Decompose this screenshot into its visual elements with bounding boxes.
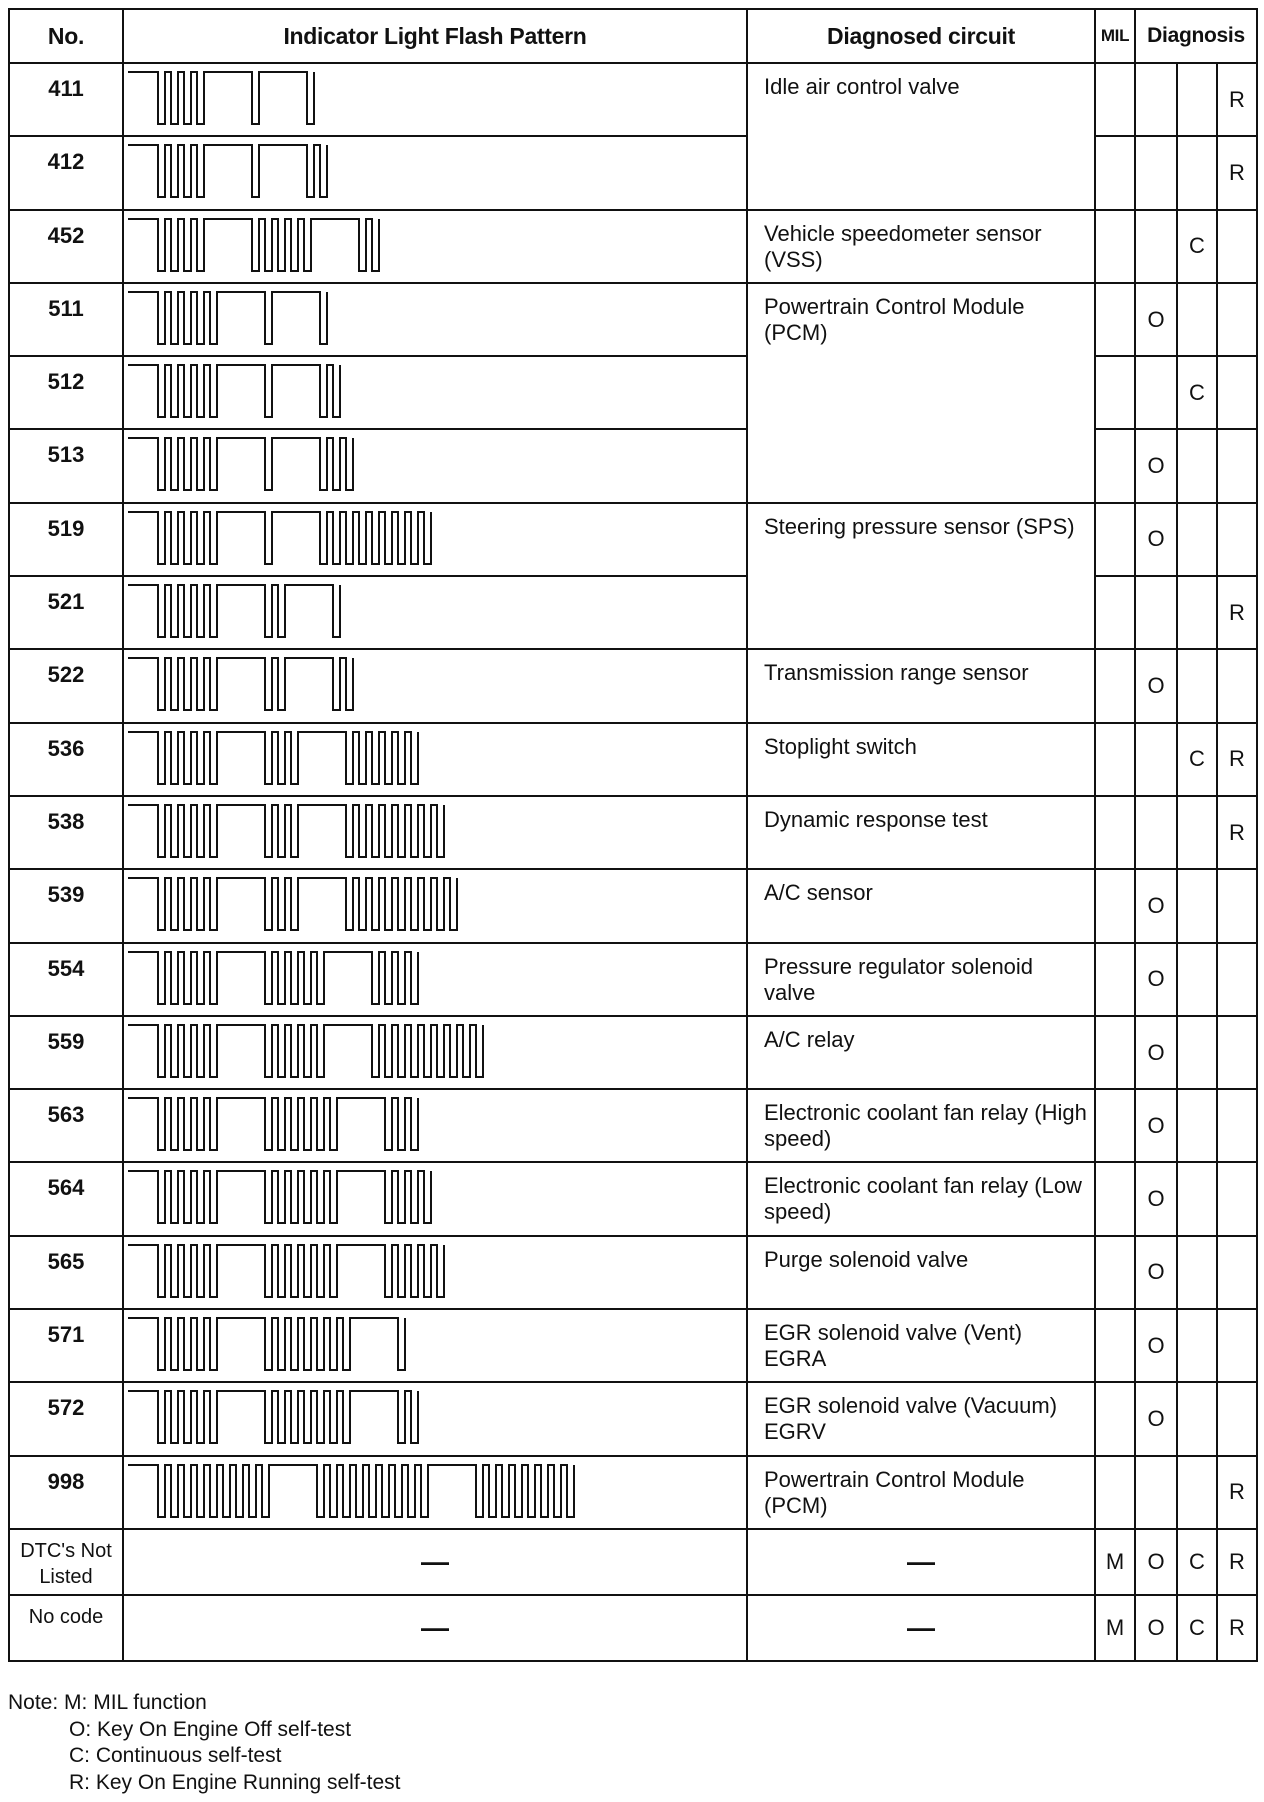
continuous-flag: C [1177,1595,1217,1661]
koer-flag [1217,869,1257,942]
flash-pattern-waveform [124,797,746,865]
table-row [9,1236,1257,1309]
koer-flag [1217,1382,1257,1455]
table-row [9,503,1257,576]
mil-flag [1095,943,1135,1016]
dtc-code: No code [9,1595,123,1661]
koer-flag [1217,283,1257,356]
table-row [9,723,1257,796]
dtc-code: 519 [9,503,123,576]
koeo-flag [1135,723,1177,796]
flash-pattern-waveform [124,64,746,132]
mil-flag [1095,429,1135,502]
mil-flag [1095,136,1135,209]
dtc-code: 511 [9,283,123,356]
table-row [9,1309,1257,1382]
table-row [9,649,1257,722]
koer-flag: R [1217,63,1257,136]
koeo-flag: O [1135,1309,1177,1382]
legend-item-r: R: Key On Engine Running self-test [69,1770,401,1794]
koeo-flag [1135,356,1177,429]
koer-flag: R [1217,1529,1257,1595]
flash-pattern-waveform [124,357,746,425]
table-row [9,869,1257,942]
flash-pattern [123,1016,747,1089]
flash-pulse-train [128,1318,405,1370]
flash-pulse-train [128,1391,418,1443]
continuous-flag [1177,1016,1217,1089]
continuous-flag [1177,869,1217,942]
flash-pulse-train [128,658,353,710]
legend-note [8,1690,401,1796]
flash-pattern-waveform [124,944,746,1012]
dtc-code: 539 [9,869,123,942]
koeo-flag [1135,1456,1177,1529]
koeo-flag: O [1135,943,1177,1016]
flash-pattern [123,136,747,209]
dtc-code: 564 [9,1162,123,1235]
table-row [9,1089,1257,1162]
koer-flag [1217,1016,1257,1089]
koeo-flag: O [1135,1382,1177,1455]
table-row [9,1529,1257,1595]
diagnosed-circuit: Electronic coolant fan relay (High speed) [747,1089,1095,1162]
flash-pattern-waveform [124,1457,746,1525]
flash-pattern-waveform [124,1163,746,1231]
flash-pattern [123,943,747,1016]
table-row [9,1162,1257,1235]
flash-pattern-waveform [124,1237,746,1305]
mil-flag [1095,576,1135,649]
dtc-code: 522 [9,649,123,722]
flash-pattern-waveform [124,650,746,718]
koeo-flag: O [1135,1162,1177,1235]
koeo-flag [1135,576,1177,649]
flash-pulse-train [128,732,418,784]
continuous-flag [1177,283,1217,356]
koer-flag [1217,1309,1257,1382]
koeo-flag: O [1135,649,1177,722]
diagnosed-circuit: A/C sensor [747,869,1095,942]
flash-pattern-waveform [124,1017,746,1085]
koeo-flag: O [1135,1236,1177,1309]
flash-pattern [123,649,747,722]
flash-pattern [123,1456,747,1529]
continuous-flag: C [1177,1529,1217,1595]
flash-pulse-train [128,512,431,564]
dtc-code: DTC's Not Listed [9,1529,123,1595]
dtc-code: 565 [9,1236,123,1309]
koeo-flag: O [1135,869,1177,942]
koeo-flag: O [1135,1016,1177,1089]
flash-pattern-waveform [124,577,746,645]
koeo-flag [1135,796,1177,869]
koeo-flag: O [1135,1089,1177,1162]
mil-flag [1095,723,1135,796]
koer-flag [1217,429,1257,502]
mil-flag: M [1095,1529,1135,1595]
flash-pattern [123,1236,747,1309]
flash-pulse-train [128,219,379,271]
legend-prefix: Note: [8,1691,59,1714]
flash-pulse-train [128,1025,483,1077]
mil-flag [1095,210,1135,283]
diagnosed-circuit: Idle air control valve [747,63,1095,210]
koer-flag: R [1217,136,1257,209]
legend-item-m: M: MIL function [64,1691,207,1714]
koer-flag [1217,649,1257,722]
mil-flag [1095,1456,1135,1529]
diagnosed-circuit: — [747,1529,1095,1595]
table-row [9,1382,1257,1455]
flash-pulse-train [128,1245,444,1297]
koer-flag [1217,210,1257,283]
continuous-flag [1177,503,1217,576]
flash-pattern [123,1309,747,1382]
koer-flag [1217,503,1257,576]
flash-pattern-none: — [123,1529,747,1595]
flash-pattern-waveform [124,430,746,498]
flash-pattern [123,63,747,136]
table-row [9,210,1257,283]
flash-pattern-waveform [124,211,746,279]
mil-flag [1095,1089,1135,1162]
mil-flag: M [1095,1595,1135,1661]
diagnosed-circuit: EGR solenoid valve (Vent) EGRA [747,1309,1095,1382]
header-diagnosis: Diagnosis [1135,9,1257,63]
mil-flag [1095,796,1135,869]
flash-pulse-train [128,1465,574,1517]
flash-pulse-train [128,292,327,344]
legend-item-c: C: Continuous self-test [69,1744,282,1767]
mil-flag [1095,1236,1135,1309]
flash-pulse-train [128,145,327,197]
dtc-code: 411 [9,63,123,136]
continuous-flag [1177,1456,1217,1529]
continuous-flag: C [1177,210,1217,283]
flash-pulse-train [128,1171,431,1223]
flash-pattern-waveform [124,504,746,572]
flash-pattern-waveform [124,1383,746,1451]
flash-pattern [123,576,747,649]
flash-pulse-train [128,952,418,1004]
continuous-flag: C [1177,356,1217,429]
flash-pattern [123,796,747,869]
diagnosed-circuit: Powertrain Control Module (PCM) [747,283,1095,503]
continuous-flag [1177,136,1217,209]
header-mil: MIL [1095,9,1135,63]
flash-pattern-waveform [124,1310,746,1378]
dtc-code: 572 [9,1382,123,1455]
mil-flag [1095,1309,1135,1382]
flash-pattern [123,356,747,429]
mil-flag [1095,283,1135,356]
flash-pattern [123,723,747,796]
table-row [9,796,1257,869]
flash-pattern-none: — [123,1595,747,1661]
dtc-code: 412 [9,136,123,209]
diagnosed-circuit: Powertrain Control Module (PCM) [747,1456,1095,1529]
continuous-flag [1177,796,1217,869]
diagnosed-circuit: Transmission range sensor [747,649,1095,722]
continuous-flag [1177,63,1217,136]
header-no: No. [9,9,123,63]
koeo-flag: O [1135,1529,1177,1595]
flash-pattern [123,1162,747,1235]
koeo-flag: O [1135,503,1177,576]
dtc-table [8,8,1258,1662]
flash-pattern-waveform [124,870,746,938]
header-pattern: Indicator Light Flash Pattern [123,9,747,63]
diagnosed-circuit: — [747,1595,1095,1661]
koeo-flag: O [1135,1595,1177,1661]
continuous-flag [1177,649,1217,722]
header-row [9,9,1257,63]
flash-pulse-train [128,438,353,490]
dtc-code: 998 [9,1456,123,1529]
flash-pulse-train [128,585,340,637]
flash-pattern-waveform [124,284,746,352]
continuous-flag [1177,1162,1217,1235]
diagnosed-circuit: EGR solenoid valve (Vacuum) EGRV [747,1382,1095,1455]
continuous-flag [1177,943,1217,1016]
table-row [9,1016,1257,1089]
flash-pattern [123,283,747,356]
dtc-code: 512 [9,356,123,429]
table-row [9,283,1257,356]
legend-item-o: O: Key On Engine Off self-test [69,1717,352,1741]
koeo-flag [1135,136,1177,209]
diagnosed-circuit: Purge solenoid valve [747,1236,1095,1309]
continuous-flag [1177,1089,1217,1162]
koer-flag: R [1217,1595,1257,1661]
continuous-flag [1177,1382,1217,1455]
flash-pulse-train [128,878,457,930]
flash-pattern [123,1382,747,1455]
flash-pattern-waveform [124,724,746,792]
koeo-flag: O [1135,283,1177,356]
mil-flag [1095,649,1135,722]
mil-flag [1095,1162,1135,1235]
table-row [9,1595,1257,1661]
mil-flag [1095,356,1135,429]
dtc-code: 571 [9,1309,123,1382]
flash-pulse-train [128,365,340,417]
flash-pattern-waveform [124,137,746,205]
continuous-flag [1177,429,1217,502]
dtc-code: 559 [9,1016,123,1089]
dtc-code: 521 [9,576,123,649]
koer-flag: R [1217,723,1257,796]
continuous-flag [1177,1309,1217,1382]
koeo-flag [1135,210,1177,283]
diagnosed-circuit: Pressure regulator solenoid valve [747,943,1095,1016]
koer-flag [1217,1162,1257,1235]
flash-pattern [123,1089,747,1162]
mil-flag [1095,63,1135,136]
diagnosed-circuit: Steering pressure sensor (SPS) [747,503,1095,650]
mil-flag [1095,503,1135,576]
koer-flag: R [1217,1456,1257,1529]
flash-pattern [123,503,747,576]
flash-pattern-waveform [124,1090,746,1158]
continuous-flag [1177,1236,1217,1309]
diagnosed-circuit: Dynamic response test [747,796,1095,869]
flash-pulse-train [128,72,314,124]
dtc-code: 563 [9,1089,123,1162]
koer-flag: R [1217,796,1257,869]
continuous-flag: C [1177,723,1217,796]
flash-pulse-train [128,1098,418,1150]
flash-pattern [123,429,747,502]
mil-flag [1095,1016,1135,1089]
dtc-code: 513 [9,429,123,502]
koeo-flag [1135,63,1177,136]
koeo-flag: O [1135,429,1177,502]
dtc-code: 538 [9,796,123,869]
flash-pattern [123,210,747,283]
koer-flag: R [1217,576,1257,649]
flash-pattern [123,869,747,942]
header-circuit: Diagnosed circuit [747,9,1095,63]
flash-pulse-train [128,805,444,857]
koer-flag [1217,356,1257,429]
koer-flag [1217,1089,1257,1162]
continuous-flag [1177,576,1217,649]
diagnosed-circuit: Stoplight switch [747,723,1095,796]
dtc-code: 536 [9,723,123,796]
diagnosed-circuit: A/C relay [747,1016,1095,1089]
mil-flag [1095,1382,1135,1455]
dtc-code: 554 [9,943,123,1016]
koer-flag [1217,943,1257,1016]
dtc-code: 452 [9,210,123,283]
koer-flag [1217,1236,1257,1309]
table-row [9,943,1257,1016]
mil-flag [1095,869,1135,942]
diagnosed-circuit: Electronic coolant fan relay (Low speed) [747,1162,1095,1235]
diagnosed-circuit: Vehicle speedometer sensor (VSS) [747,210,1095,283]
table-row [9,63,1257,136]
table-row [9,1456,1257,1529]
